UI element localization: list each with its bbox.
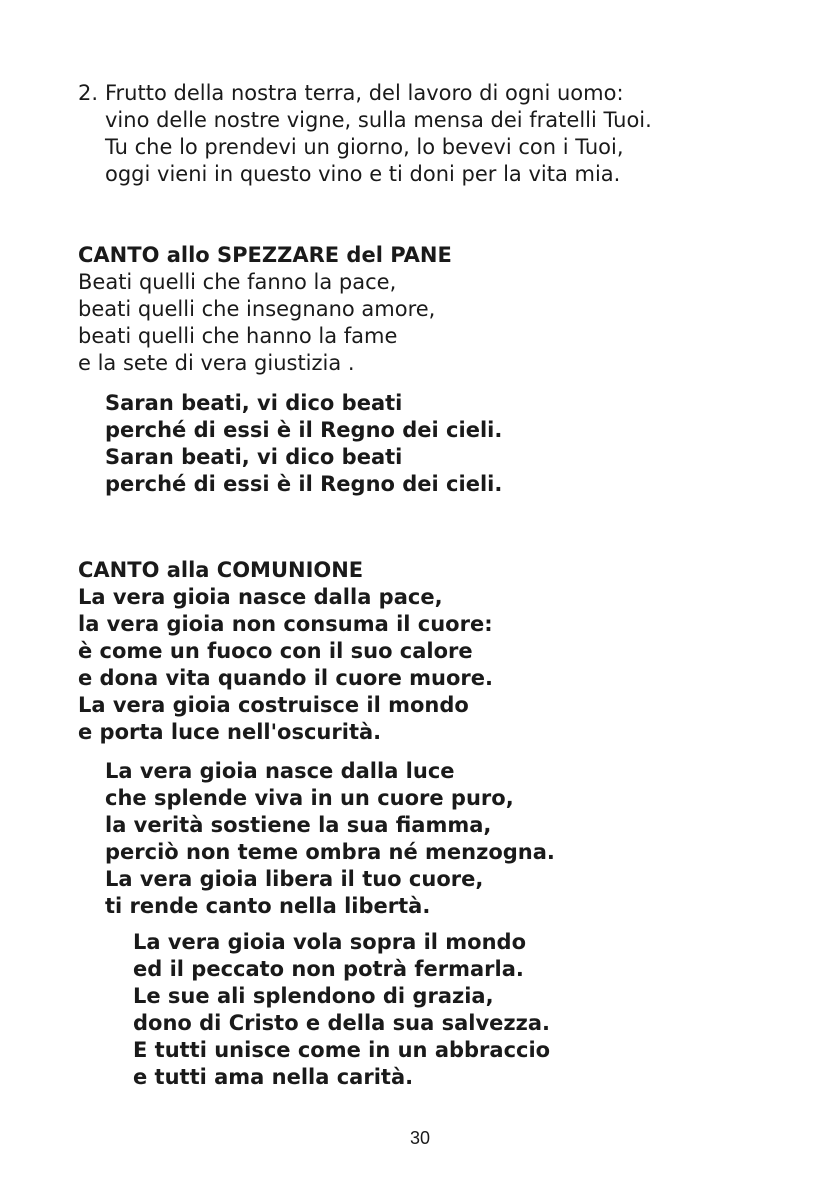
stanza-line: Tu che lo prendevi un giorno, lo bevevi con i Tuoi, (105, 135, 624, 159)
stanza-2-lines (105, 80, 652, 188)
verse-line: beati quelli che insegnano amore, (78, 297, 436, 321)
page-number: 30 (409, 1128, 431, 1148)
verse-line: la verità sostiene la sua fiamma, (105, 813, 492, 837)
section-heading: CANTO allo SPEZZARE del PANE (78, 243, 452, 267)
stanza-line: Frutto della nostra terra, del lavoro di ogni uomo: (105, 81, 624, 105)
refrain-line: perché di essi è il Regno dei cieli. (105, 418, 503, 442)
stanza-line: oggi vieni in questo vino e ti doni per la vita mia. (105, 162, 621, 186)
verse-line: Le sue ali splendono di grazia, (133, 984, 494, 1008)
section-spezzare (78, 242, 452, 377)
verse-line: perciò non teme ombra né menzogna. (105, 840, 555, 864)
verse-line: che splende viva in un cuore puro, (105, 786, 514, 810)
verse-line: dono di Cristo e della sua salvezza. (133, 1011, 550, 1035)
verse-line: La vera gioia costruisce il mondo (78, 693, 469, 717)
verse-line: e la sete di vera giustizia . (78, 351, 355, 375)
verse-line: è come un fuoco con il suo calore (78, 639, 473, 663)
refrain-line: Saran beati, vi dico beati (105, 445, 403, 469)
verse-line: La vera gioia nasce dalla luce (105, 759, 455, 783)
verse-line: La vera gioia vola sopra il mondo (133, 930, 526, 954)
refrain-line: Saran beati, vi dico beati (105, 391, 403, 415)
verse-line: e dona vita quando il cuore muore. (78, 666, 494, 690)
verse-line: ti rende canto nella libertà. (105, 894, 431, 918)
verse-line: E tutti unisce come in un abbraccio (133, 1038, 551, 1062)
stanza-line: vino delle nostre vigne, sulla mensa dei fratelli Tuoi. (105, 108, 652, 132)
verse-line: e porta luce nell'oscurità. (78, 720, 382, 744)
verse-line: e tutti ama nella carità. (133, 1065, 414, 1089)
verse-line: ed il peccato non potrà fermarla. (133, 957, 524, 981)
verse-line: beati quelli che hanno la fame (78, 324, 398, 348)
verse-line: La vera gioia nasce dalla pace, (78, 585, 443, 609)
verse-line: La vera gioia libera il tuo cuore, (105, 867, 484, 891)
section-heading: CANTO alla COMUNIONE (78, 558, 364, 582)
section-comunione (78, 557, 493, 746)
verse-line: la vera gioia non consuma il cuore: (78, 612, 493, 636)
refrain-spezzare (105, 390, 502, 498)
verse-line: Beati quelli che fanno la pace, (78, 270, 397, 294)
stanza-number: 2. (78, 81, 99, 105)
comunione-verse-2 (105, 758, 555, 920)
comunione-verse-3 (133, 929, 550, 1091)
refrain-line: perché di essi è il Regno dei cieli. (105, 472, 503, 496)
